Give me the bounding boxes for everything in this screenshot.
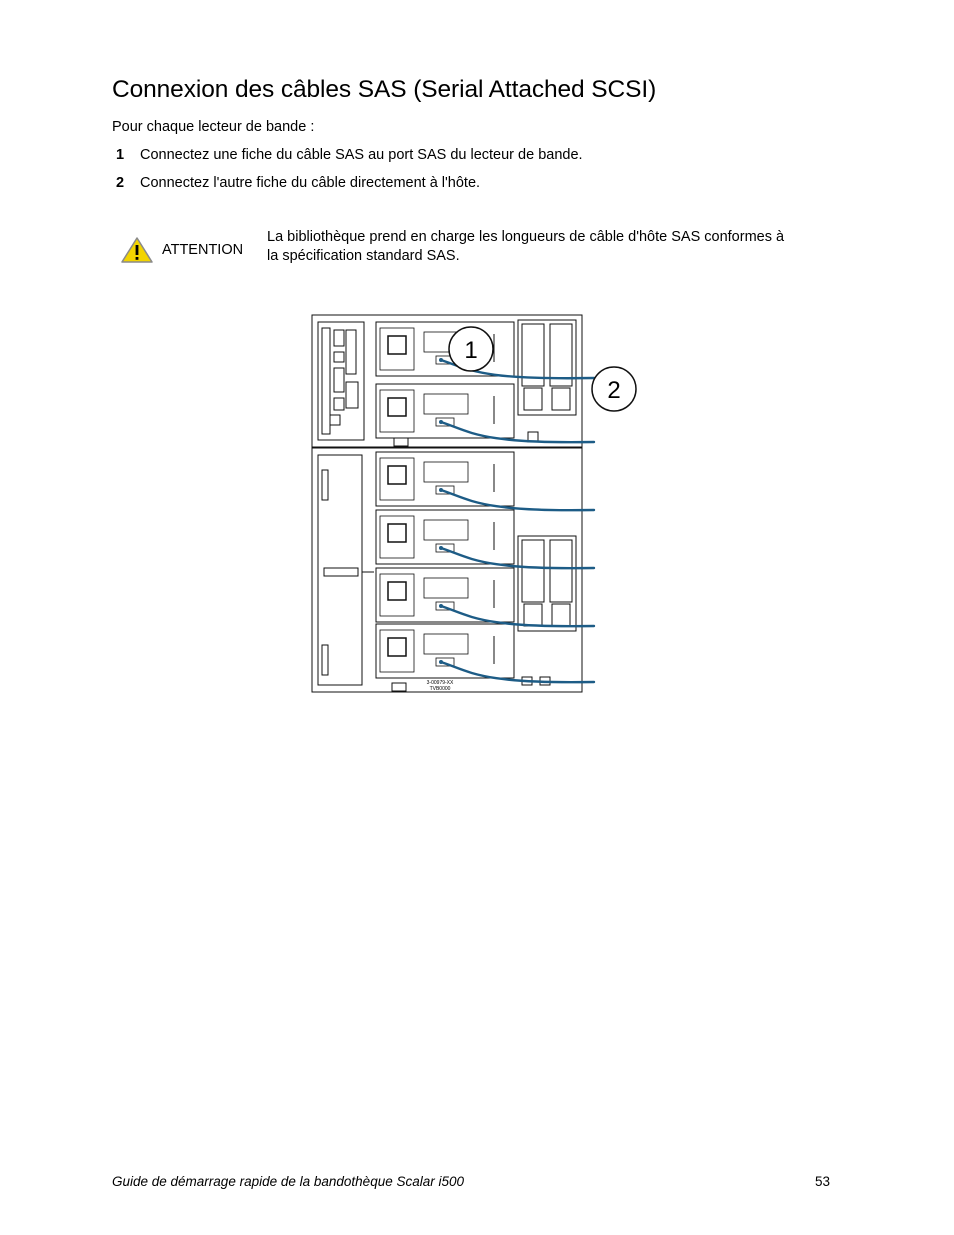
warning-triangle-icon	[120, 236, 154, 264]
tape-drive-6	[376, 624, 514, 678]
page-title: Connexion des câbles SAS (Serial Attached SCSI)	[112, 76, 657, 103]
callout-1	[449, 327, 493, 371]
module-label-line2: TVB0000	[429, 686, 451, 692]
step-2-text: Connectez l'autre fiche du câble directement à l'hôte.	[140, 175, 481, 191]
step-1-number: 1	[116, 147, 125, 163]
module-label-line1: 3-00979-XX	[426, 680, 454, 686]
library-diagram-svg	[300, 300, 650, 720]
sas-cable-6	[441, 662, 594, 682]
step-2-number: 2	[116, 175, 125, 191]
control-module-outline	[312, 315, 582, 447]
tape-drive-2	[376, 384, 514, 438]
page-number: 53	[815, 1174, 831, 1189]
step-1-text: Connectez une fiche du câble SAS au port SAS du lecteur de bande.	[140, 147, 583, 163]
library-rear-view-diagram	[300, 300, 650, 720]
intro-text: Pour chaque lecteur de bande :	[112, 119, 315, 135]
tape-drive-5	[376, 568, 514, 622]
footer-guide-title: Guide de démarrage rapide de la bandothèque Scalar i500	[112, 1174, 465, 1189]
sas-cable-2	[441, 422, 594, 442]
callout-1-label: 1	[464, 337, 478, 364]
callout-2-label: 2	[607, 377, 621, 404]
tape-drive-4	[376, 510, 514, 564]
callout-2	[592, 367, 636, 411]
sas-cable-3	[441, 490, 594, 510]
tape-drive-3	[376, 452, 514, 506]
caution-label: ATTENTION	[162, 242, 244, 258]
expansion-module-outline	[312, 448, 582, 692]
caution-text: La bibliothèque prend en charge les longueurs de câble d'hôte SAS conformes à la spécification standard SAS.	[267, 229, 785, 264]
